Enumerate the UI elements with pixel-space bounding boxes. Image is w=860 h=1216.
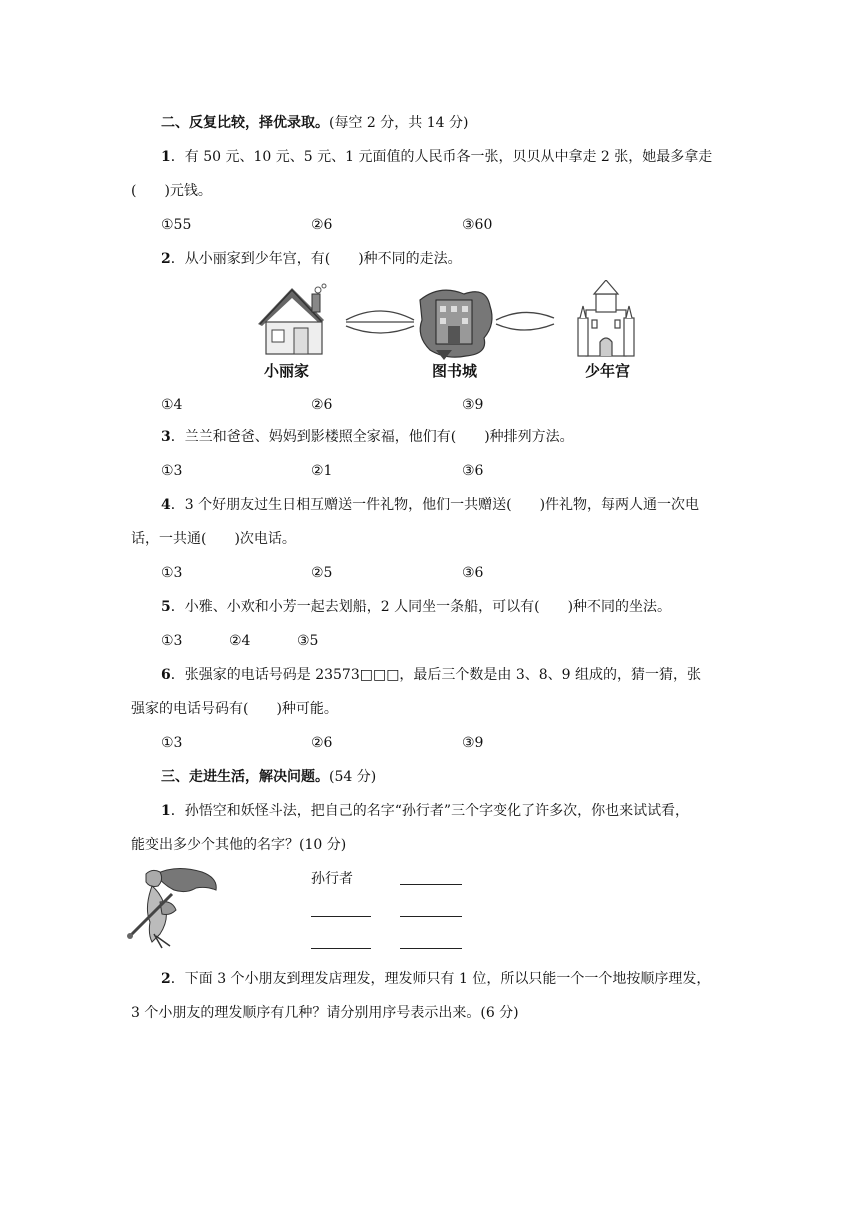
q4-option-b: ②5 <box>311 565 333 581</box>
question-number: 2 <box>161 251 171 267</box>
answer-blank[interactable] <box>311 916 371 917</box>
section-3-score-note: (54 分) <box>329 769 377 785</box>
q6-option-c: ③9 <box>462 735 484 751</box>
given-name: 孙行者 <box>311 871 353 887</box>
question-number: 1 <box>161 149 171 165</box>
question-number: 1 <box>161 803 171 819</box>
question-number: 4 <box>161 497 171 513</box>
caption-palace: 少年宫 <box>585 362 631 380</box>
q5-option-c: ③5 <box>297 633 319 649</box>
section-3-heading <box>161 768 376 786</box>
question-1-line-2: ( )元钱。 <box>131 183 212 199</box>
s3-question-2-line-1: 2．下面 3 个小朋友到理发店理发，理发师只有 1 位，所以只能一个一个地按顺序理发， <box>161 971 711 987</box>
q2-option-a: ①4 <box>161 397 183 413</box>
answer-blank[interactable] <box>311 948 371 949</box>
path-lines-left <box>346 311 414 333</box>
q3-option-c: ③6 <box>462 463 484 479</box>
q6-option-b: ②6 <box>311 735 333 751</box>
section-2-heading <box>161 114 468 132</box>
question-text: 张强家的电话号码是 23573□□□，最后三个数是由 3、8、9 组成的，猜一猜，张 <box>184 667 702 683</box>
caption-home: 小丽家 <box>264 362 310 380</box>
q2-option-c: ③9 <box>462 397 484 413</box>
question-text: 孙悟空和妖怪斗法，把自己的名字“孙行者”三个字变化了许多次，你也来试试看， <box>184 803 690 819</box>
path-lines-right <box>496 312 554 330</box>
question-text: 下面 3 个小朋友到理发店理发，理发师只有 1 位，所以只能一个一个地按顺序理发， <box>184 971 711 987</box>
section-3-title: 三、走进生活，解决问题。 <box>161 769 329 785</box>
question-number: 2 <box>161 971 171 987</box>
s3-question-1-line-2: 能变出多少个其他的名字？(10 分) <box>131 837 347 853</box>
q4-option-c: ③6 <box>462 565 484 581</box>
library-icon <box>420 290 492 360</box>
question-number: 3 <box>161 429 171 445</box>
answer-blank[interactable] <box>400 948 462 949</box>
question-3-line-1: 3．兰兰和爸爸、妈妈到影楼照全家福，他们有( )种排列方法。 <box>161 429 574 445</box>
monkey-king-illustration <box>126 864 222 950</box>
castle-icon <box>578 280 634 356</box>
question-number: 6 <box>161 667 171 683</box>
question-text: 从小丽家到少年宫，有( )种不同的走法。 <box>184 251 462 267</box>
q2-option-b: ②6 <box>311 397 333 413</box>
question-1-line-1: 1．有 50 元、10 元、5 元、1 元面值的人民币各一张，贝贝从中拿走 2 张，她最多拿走 <box>161 149 713 165</box>
question-5-line-1: 5．小雅、小欢和小芳一起去划船，2 人同坐一条船，可以有( )种不同的坐法。 <box>161 599 672 615</box>
q1-option-b: ②6 <box>311 217 333 233</box>
section-2-title: 二、反复比较，择优录取。 <box>161 115 329 131</box>
q3-option-b: ②1 <box>311 463 333 479</box>
answer-blank[interactable] <box>400 916 462 917</box>
q6-option-a: ①3 <box>161 735 183 751</box>
s3-question-2-line-2: 3 个小朋友的理发顺序有几种？请分别用序号表示出来。(6 分) <box>131 1005 519 1021</box>
question-6-line-1: 6．张强家的电话号码是 23573□□□，最后三个数是由 3、8、9 组成的，猜一猜，张 <box>161 667 702 683</box>
question-text: 3 个好朋友过生日相互赠送一件礼物，他们一共赠送( )件礼物，每两人通一次电 <box>184 497 700 513</box>
question-text: 小雅、小欢和小芳一起去划船，2 人同坐一条船，可以有( )种不同的坐法。 <box>184 599 672 615</box>
q5-option-b: ②4 <box>229 633 251 649</box>
house-icon <box>258 284 326 354</box>
question-2-line-1: 2．从小丽家到少年宫，有( )种不同的走法。 <box>161 251 462 267</box>
q5-option-a: ①3 <box>161 633 183 649</box>
q1-option-a: ①55 <box>161 217 192 233</box>
question-4-line-1: 4．3 个好朋友过生日相互赠送一件礼物，他们一共赠送( )件礼物，每两人通一次电 <box>161 497 700 513</box>
s3-question-1-line-1: 1．孙悟空和妖怪斗法，把自己的名字“孙行者”三个字变化了许多次，你也来试试看， <box>161 803 690 819</box>
q4-option-a: ①3 <box>161 565 183 581</box>
q1-option-c: ③60 <box>462 217 493 233</box>
question-text: 兰兰和爸爸、妈妈到影楼照全家福，他们有( )种排列方法。 <box>184 429 574 445</box>
question-4-line-2: 话，一共通( )次电话。 <box>131 531 296 547</box>
caption-library: 图书城 <box>432 362 478 380</box>
question-number: 5 <box>161 599 171 615</box>
answer-blank[interactable] <box>400 884 462 885</box>
section-2-score-note: (每空 2 分，共 14 分) <box>329 115 469 131</box>
question-6-line-2: 强家的电话号码有( )种可能。 <box>131 701 338 717</box>
question-text: 有 50 元、10 元、5 元、1 元面值的人民币各一张，贝贝从中拿走 2 张，她最多拿走 <box>184 149 713 165</box>
q3-option-a: ①3 <box>161 463 183 479</box>
